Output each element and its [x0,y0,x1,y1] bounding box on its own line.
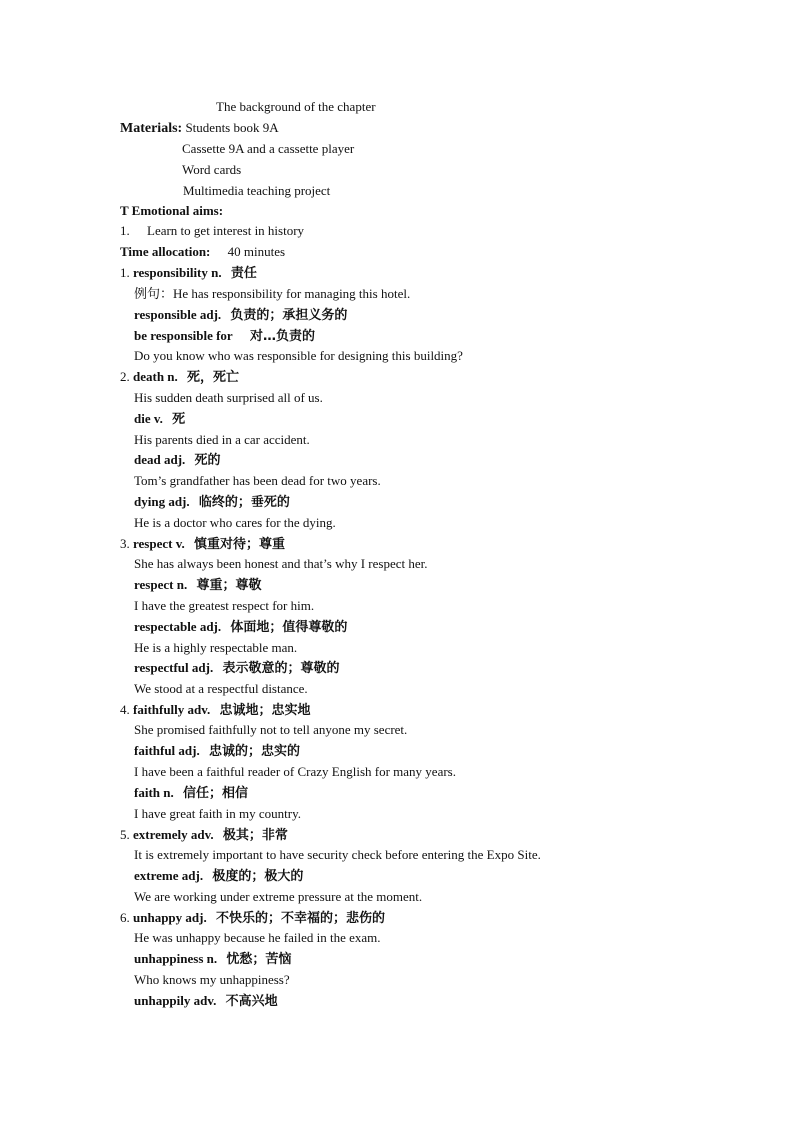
vocab-entry-head [120,700,311,720]
chapter-title: The background of the chapter [216,99,376,114]
related-word-term: respect n. [134,577,188,592]
example-sentence: Do you know who was responsible for designing this building? [134,348,463,363]
entry-number: 1. [120,265,130,280]
related-word-term: extreme adj. [134,868,204,883]
related-word-meaning: 死 [172,412,186,427]
vocab-entry-head [120,367,239,387]
entry-word: death n. [133,369,178,384]
related-word [134,492,290,512]
entry-meaning: 死，死亡 [187,370,240,385]
related-word-term: be responsible for [134,328,233,343]
entry-meaning: 责任 [230,266,257,281]
related-word-term: dead adj. [134,452,186,467]
time-label: Time allocation: [120,244,211,259]
related-word-term: unhappily adv. [134,993,217,1008]
emotional-aims-label: T Emotional aims: [120,203,224,218]
material-item: Cassette 9A and a cassette player [182,141,355,156]
example-sentence: I have the greatest respect for him. [134,598,315,613]
related-word-term: faithful adj. [134,743,200,758]
related-word-meaning: 表示敬意的；尊敬的 [222,661,340,676]
example-sentence: His parents died in a car accident. [134,432,310,447]
related-word-meaning: 忧愁；苦恼 [226,952,292,967]
entry-word: respect v. [133,536,185,551]
related-word [134,305,347,325]
time-allocation [120,242,285,262]
entry-word: unhappy adj. [133,910,207,925]
example-sentence: He is a doctor who cares for the dying. [134,515,336,530]
related-word-meaning: 忠诚的；忠实的 [208,744,300,759]
related-word [134,783,248,803]
example-sentence: We stood at a respectful distance. [134,681,308,696]
example-sentence: She promised faithfully not to tell anyone my secret. [134,722,408,737]
related-word-meaning: 对…负责的 [249,329,315,344]
entry-meaning: 不快乐的；不幸福的；悲伤的 [215,911,385,926]
related-word-term: respectful adj. [134,660,214,675]
related-word [134,866,303,886]
example-sentence: He was unhappy because he failed in the exam. [134,930,381,945]
example-sentence: His sudden death surprised all of us. [134,390,323,405]
related-word [134,575,261,595]
entry-word: extremely adv. [133,827,214,842]
example-sentence: Tom’s grandfather has been dead for two years. [134,473,381,488]
related-word-meaning: 临终的；垂死的 [198,495,290,510]
time-value: 40 minutes [227,244,286,259]
vocab-entry-head [120,908,385,928]
materials-label: Materials: [120,121,183,136]
example-sentence: We are working under extreme pressure at the moment. [134,889,423,904]
example-sentence: I have been a faithful reader of Crazy English for many years. [134,764,456,779]
entry-meaning: 慎重对待；尊重 [194,537,286,552]
aim-item [120,221,304,241]
related-word [134,991,278,1011]
material-item: Word cards [182,162,242,177]
related-word-meaning: 不高兴地 [225,994,278,1009]
entry-word: responsibility n. [133,265,222,280]
example-sentence: He is a highly respectable man. [134,640,298,655]
related-word-meaning: 极度的；极大的 [212,869,304,884]
entry-number: 3. [120,536,130,551]
related-word-meaning: 尊重；尊敬 [196,578,262,593]
example-sentence: She has always been honest and that’s why I respect her. [134,556,428,571]
related-word-term: unhappiness n. [134,951,218,966]
related-word [134,741,300,761]
aim-number: 1. [120,223,130,238]
related-word [134,409,185,429]
vocab-entry-head [120,825,288,845]
entry-meaning: 忠诚地；忠实地 [219,703,311,718]
related-word-meaning: 负责的；承担义务的 [230,308,348,323]
aim-text: Learn to get interest in history [147,223,305,238]
entry-number: 6. [120,910,130,925]
related-word-term: faith n. [134,785,174,800]
material-item: Multimedia teaching project [183,183,331,198]
example-sentence: Who knows my unhappiness? [134,972,290,987]
related-word-term: die v. [134,411,163,426]
related-word [134,949,291,969]
materials-line [120,118,279,138]
related-word [134,450,221,470]
related-word-meaning: 信任；相信 [182,786,248,801]
related-word [134,658,339,678]
material-item: Students book 9A [185,120,279,135]
example-sentence: It is extremely important to have security check before entering the Expo Site. [134,847,541,862]
related-word-meaning: 体面地；值得尊敬的 [230,620,348,635]
related-word-term: responsible adj. [134,307,222,322]
related-word-term: dying adj. [134,494,190,509]
related-word-meaning: 死的 [194,453,221,468]
related-word [134,326,315,346]
entry-number: 5. [120,827,130,842]
related-word [134,617,347,637]
vocab-entry-head [120,534,285,554]
related-word-term: respectable adj. [134,619,222,634]
entry-word: faithfully adv. [133,702,211,717]
example-sentence: I have great faith in my country. [134,806,302,821]
entry-number: 2. [120,369,130,384]
example-sentence: 例句：He has responsibility for managing this hotel. [134,286,411,301]
entry-meaning: 极其；非常 [222,828,288,843]
entry-number: 4. [120,702,130,717]
vocab-entry-head [120,263,257,283]
